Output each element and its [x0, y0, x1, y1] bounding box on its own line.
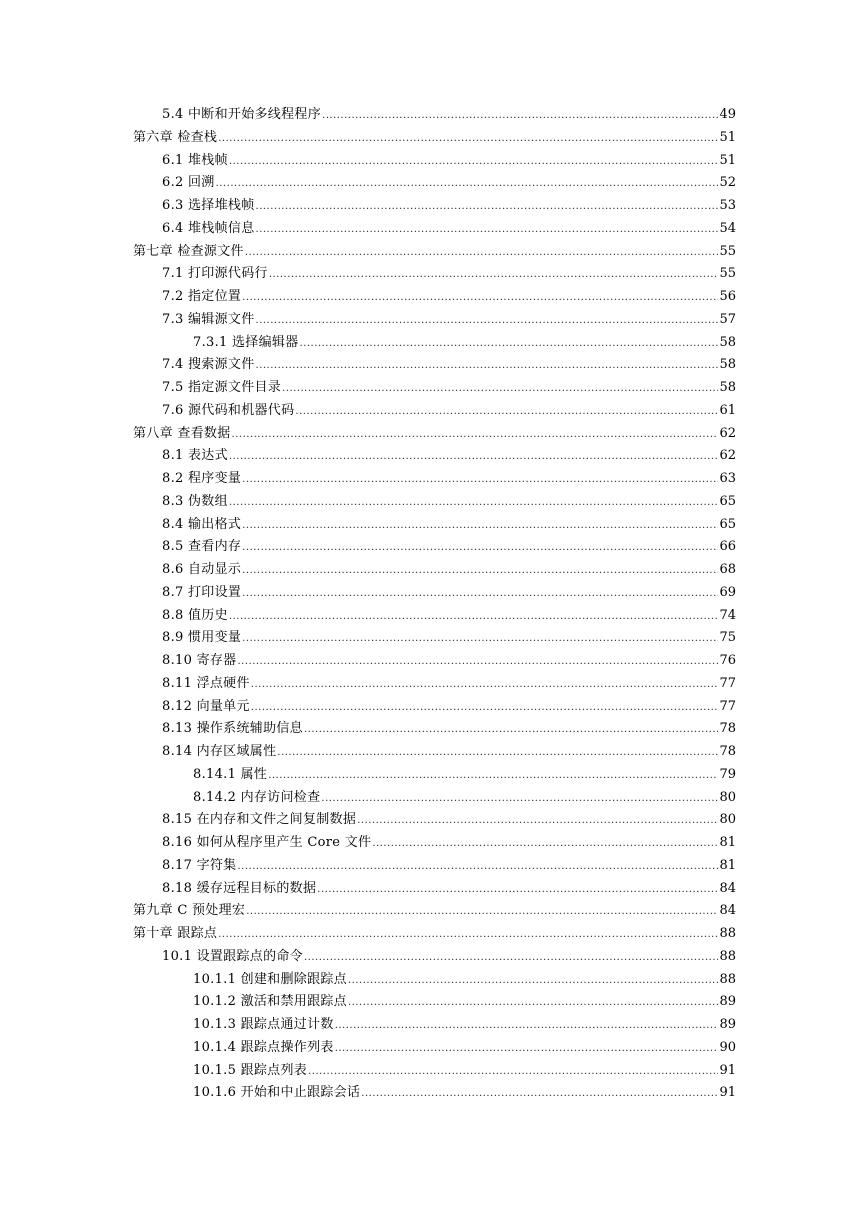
toc-entry-title: 10.1.2 激活和禁用跟踪点	[193, 994, 347, 1010]
toc-entry-title: 8.14.1 属性	[193, 766, 268, 782]
toc-entry-title: 7.4 搜索源文件	[162, 357, 255, 373]
toc-dot-leader	[256, 196, 719, 219]
toc-subsection-entry[interactable]	[133, 332, 736, 355]
toc-page-number: 51	[719, 129, 736, 145]
toc-dot-leader	[251, 697, 719, 720]
toc-section-entry[interactable]	[133, 309, 736, 332]
toc-entry-title: 8.15 在内存和文件之间复制数据	[162, 812, 357, 828]
toc-page-number: 89	[719, 994, 736, 1010]
toc-dot-leader	[245, 242, 719, 265]
toc-chapter-entry[interactable]	[133, 423, 736, 446]
toc-dot-leader	[216, 173, 719, 196]
toc-section-entry[interactable]	[133, 445, 736, 468]
toc-page-number: 77	[719, 698, 736, 714]
toc-section-entry[interactable]	[133, 514, 736, 537]
toc-entry-title: 10.1.1 创建和删除跟踪点	[193, 971, 347, 987]
toc-entry-title: 8.11 浮点硬件	[162, 675, 250, 691]
toc-entry-title: 7.3 编辑源文件	[162, 311, 255, 327]
toc-dot-leader	[229, 606, 719, 629]
toc-page-number: 88	[719, 948, 736, 964]
toc-entry-title: 8.8 值历史	[162, 607, 228, 623]
toc-section-entry[interactable]	[133, 832, 736, 855]
toc-page-number: 80	[719, 812, 736, 828]
toc-page-number: 65	[719, 516, 736, 532]
toc-chapter-entry[interactable]	[133, 923, 736, 946]
toc-chapter-entry[interactable]	[133, 900, 736, 923]
toc-entry-title: 7.2 指定位置	[162, 289, 242, 304]
toc-section-entry[interactable]	[133, 696, 736, 719]
toc-page-number: 81	[719, 857, 736, 873]
toc-entry-title: 10.1.6 开始和中止跟踪会话	[193, 1085, 361, 1101]
toc-entry-title: 6.3 选择堆栈帧	[162, 198, 255, 213]
toc-page-number: 74	[719, 607, 736, 623]
toc-dot-leader	[295, 401, 718, 424]
toc-entry-title: 8.10 寄存器	[162, 653, 237, 668]
toc-entry-title: 8.1 表达式	[162, 448, 228, 464]
toc-section-entry[interactable]	[133, 855, 736, 878]
toc-dot-leader	[269, 264, 719, 287]
toc-dot-leader	[322, 105, 718, 128]
toc-dot-leader	[242, 537, 718, 560]
toc-section-entry[interactable]	[133, 559, 736, 582]
toc-entry-title: 8.18 缓存远程目标的数据	[162, 880, 317, 896]
toc-section-entry[interactable]	[133, 673, 736, 696]
toc-page-number: 51	[719, 152, 736, 168]
toc-entry-title: 8.16 如何从程序里产生 Core 文件	[162, 835, 372, 850]
toc-entry-title: 6.2 回溯	[162, 175, 215, 191]
toc-section-entry[interactable]	[133, 946, 736, 969]
toc-dot-leader	[357, 810, 718, 833]
toc-section-entry[interactable]	[133, 582, 736, 605]
toc-page-number: 78	[719, 721, 736, 737]
toc-page-number: 49	[719, 107, 736, 122]
toc-entry-title: 10.1.4 跟踪点操作列表	[193, 1039, 334, 1055]
toc-page-number: 62	[719, 448, 736, 464]
toc-dot-leader	[348, 970, 718, 993]
toc-page-number: 84	[719, 880, 736, 896]
toc-dot-leader	[242, 287, 718, 310]
toc-page-number: 63	[719, 471, 736, 486]
toc-section-entry[interactable]	[133, 377, 736, 400]
toc-entry-title: 8.14.2 内存访问检查	[193, 789, 321, 805]
toc-page-number: 78	[719, 744, 736, 759]
toc-dot-leader	[317, 879, 718, 902]
toc-subsection-entry[interactable]	[133, 1082, 736, 1105]
toc-page-number: 55	[719, 243, 736, 259]
toc-section-entry[interactable]	[133, 491, 736, 514]
toc-section-entry[interactable]	[133, 172, 736, 195]
toc-entry-title: 8.3 伪数组	[162, 493, 228, 509]
toc-entry-title: 第十章 跟踪点	[133, 926, 218, 941]
toc-entry-title: 第六章 检查栈	[133, 129, 218, 145]
toc-dot-leader	[251, 674, 719, 697]
toc-entry-title: 8.5 查看内存	[162, 539, 242, 555]
toc-page-number: 88	[719, 971, 736, 987]
toc-dot-leader	[372, 833, 718, 856]
toc-page-number: 77	[719, 675, 736, 691]
toc-dot-leader	[277, 742, 718, 765]
toc-chapter-entry[interactable]	[133, 127, 736, 150]
toc-entry-title: 10.1.5 跟踪点列表	[193, 1062, 308, 1078]
toc-entry-title: 8.7 打印设置	[162, 584, 242, 600]
toc-page-number: 69	[719, 584, 736, 600]
toc-section-entry[interactable]	[133, 536, 736, 559]
toc-page-number: 66	[719, 539, 736, 555]
toc-page-number: 89	[719, 1017, 736, 1032]
toc-dot-leader	[246, 901, 718, 924]
toc-entry-title: 第九章 C 预处理宏	[133, 903, 246, 919]
toc-entry-title: 8.17 字符集	[162, 857, 237, 873]
toc-dot-leader	[348, 992, 718, 1015]
toc-dot-leader	[335, 1038, 719, 1061]
toc-chapter-entry[interactable]	[133, 241, 736, 264]
toc-dot-leader	[218, 924, 718, 947]
toc-page-number: 80	[719, 789, 736, 805]
toc-entry-title: 10.1 设置跟踪点的命令	[162, 948, 303, 964]
toc-dot-leader	[321, 788, 718, 811]
toc-dot-leader	[361, 1083, 718, 1106]
toc-entry-title: 8.9 惯用变量	[162, 630, 242, 646]
toc-entry-title: 8.2 程序变量	[162, 471, 242, 486]
toc-dot-leader	[308, 1061, 718, 1084]
toc-page-number: 56	[719, 289, 736, 304]
toc-dot-leader	[256, 310, 719, 333]
toc-page-number: 91	[719, 1062, 736, 1078]
toc-section-entry[interactable]	[133, 104, 736, 127]
toc-entry-title: 7.1 打印源代码行	[162, 266, 268, 282]
toc-page-number: 75	[719, 630, 736, 646]
table-of-contents	[133, 104, 736, 1105]
toc-section-entry[interactable]	[133, 400, 736, 423]
toc-subsection-entry[interactable]	[133, 991, 736, 1014]
toc-page-number: 84	[719, 903, 736, 919]
toc-dot-leader	[237, 856, 718, 879]
toc-dot-leader	[232, 424, 719, 447]
toc-page-number: 55	[719, 266, 736, 282]
toc-dot-leader	[242, 469, 718, 492]
toc-page-number: 79	[719, 766, 736, 782]
toc-dot-leader	[242, 628, 718, 651]
toc-dot-leader	[229, 492, 719, 515]
toc-section-entry[interactable]	[133, 605, 736, 628]
toc-dot-leader	[242, 560, 718, 583]
toc-page-number: 52	[719, 175, 736, 191]
toc-page-number: 61	[719, 402, 736, 418]
toc-page-number: 62	[719, 425, 736, 441]
toc-section-entry[interactable]	[133, 286, 736, 309]
toc-subsection-entry[interactable]	[133, 787, 736, 810]
toc-page-number: 91	[719, 1085, 736, 1101]
toc-dot-leader	[335, 1015, 719, 1038]
toc-page-number: 76	[719, 653, 736, 668]
toc-section-entry[interactable]	[133, 650, 736, 673]
toc-entry-title: 10.1.3 跟踪点通过计数	[193, 1017, 334, 1032]
toc-dot-leader	[218, 128, 718, 151]
toc-dot-leader	[256, 355, 719, 378]
toc-section-entry[interactable]	[133, 878, 736, 901]
toc-entry-title: 8.4 输出格式	[162, 516, 242, 532]
toc-dot-leader	[229, 151, 719, 174]
toc-page-number: 81	[719, 835, 736, 850]
toc-entry-title: 第七章 检查源文件	[133, 243, 244, 259]
toc-section-entry[interactable]	[133, 195, 736, 218]
toc-page-number: 68	[719, 562, 736, 577]
toc-entry-title: 6.4 堆栈帧信息	[162, 220, 255, 236]
toc-entry-title: 7.3.1 选择编辑器	[193, 334, 299, 350]
toc-dot-leader	[268, 765, 718, 788]
toc-entry-title: 8.12 向量单元	[162, 698, 250, 714]
toc-section-entry[interactable]	[133, 741, 736, 764]
toc-dot-leader	[300, 333, 719, 356]
toc-dot-leader	[256, 219, 719, 242]
toc-entry-title: 7.6 源代码和机器代码	[162, 402, 295, 418]
toc-page-number: 57	[719, 311, 736, 327]
toc-subsection-entry[interactable]	[133, 1060, 736, 1083]
toc-section-entry[interactable]	[133, 354, 736, 377]
toc-page-number: 90	[719, 1039, 736, 1055]
toc-page-number: 58	[719, 357, 736, 373]
toc-entry-title: 5.4 中断和开始多线程程序	[162, 107, 322, 122]
toc-entry-title: 7.5 指定源文件目录	[162, 380, 282, 395]
toc-page-number: 54	[719, 220, 736, 236]
toc-page-number: 53	[719, 198, 736, 213]
toc-dot-leader	[242, 583, 718, 606]
toc-section-entry[interactable]	[133, 218, 736, 241]
toc-dot-leader	[282, 378, 718, 401]
toc-dot-leader	[304, 947, 718, 970]
toc-section-entry[interactable]	[133, 150, 736, 173]
toc-entry-title: 8.6 自动显示	[162, 562, 242, 577]
toc-dot-leader	[229, 446, 719, 469]
toc-subsection-entry[interactable]	[133, 1014, 736, 1037]
toc-subsection-entry[interactable]	[133, 969, 736, 992]
toc-section-entry[interactable]	[133, 718, 736, 741]
toc-subsection-entry[interactable]	[133, 1037, 736, 1060]
toc-entry-title: 6.1 堆栈帧	[162, 152, 228, 168]
toc-section-entry[interactable]	[133, 627, 736, 650]
toc-page-number: 58	[719, 380, 736, 395]
toc-dot-leader	[242, 515, 718, 538]
toc-section-entry[interactable]	[133, 809, 736, 832]
toc-page-number: 65	[719, 493, 736, 509]
toc-entry-title: 8.13 操作系统辅助信息	[162, 721, 303, 737]
toc-page-number: 58	[719, 334, 736, 350]
toc-subsection-entry[interactable]	[133, 764, 736, 787]
toc-dot-leader	[304, 719, 718, 742]
toc-page-number: 88	[719, 926, 736, 941]
toc-dot-leader	[237, 651, 718, 674]
toc-section-entry[interactable]	[133, 468, 736, 491]
toc-section-entry[interactable]	[133, 263, 736, 286]
toc-entry-title: 第八章 查看数据	[133, 425, 231, 441]
toc-entry-title: 8.14 内存区域属性	[162, 744, 277, 759]
